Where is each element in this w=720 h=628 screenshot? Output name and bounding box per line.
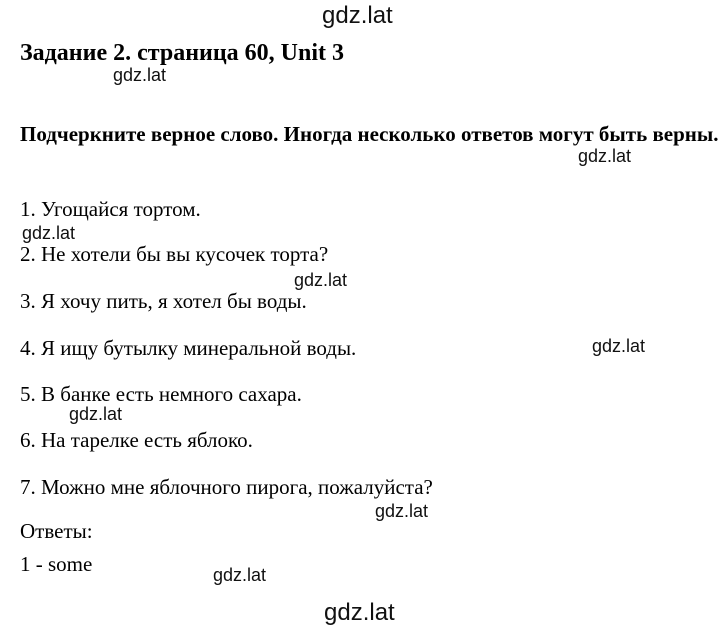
list-item-7: 7. Можно мне яблочного пирога, пожалуйста?: [20, 475, 433, 499]
watermark-bottom: gdz.lat: [324, 599, 395, 626]
list-item-2: 2. Не хотели бы вы кусочек торта?: [20, 242, 329, 266]
list-item-5: 5. В банке есть немного сахара.: [20, 382, 302, 406]
watermark: gdz.lat: [294, 270, 348, 290]
answer-1: 1 - some: [20, 552, 93, 576]
list-item-6: 6. На тарелке есть яблоко.: [20, 428, 253, 452]
watermark-top: gdz.lat: [322, 2, 393, 29]
list-item-4: 4. Я ищу бутылку минеральной воды.: [20, 336, 357, 360]
watermark: gdz.lat: [113, 65, 167, 85]
answers-label: Ответы:: [20, 519, 93, 543]
watermark: gdz.lat: [22, 223, 76, 243]
page-title: Задание 2. страница 60, Unit 3: [20, 40, 345, 66]
list-item-3: 3. Я хочу пить, я хотел бы воды.: [20, 289, 307, 313]
instruction-text: Подчеркните верное слово. Иногда несколько ответов могут быть верны.: [20, 122, 719, 146]
watermark: gdz.lat: [592, 336, 646, 356]
watermark: gdz.lat: [213, 565, 267, 585]
list-item-1: 1. Угощайся тортом.: [20, 197, 201, 221]
watermark: gdz.lat: [375, 501, 429, 521]
watermark: gdz.lat: [578, 146, 632, 166]
watermark: gdz.lat: [69, 404, 123, 424]
